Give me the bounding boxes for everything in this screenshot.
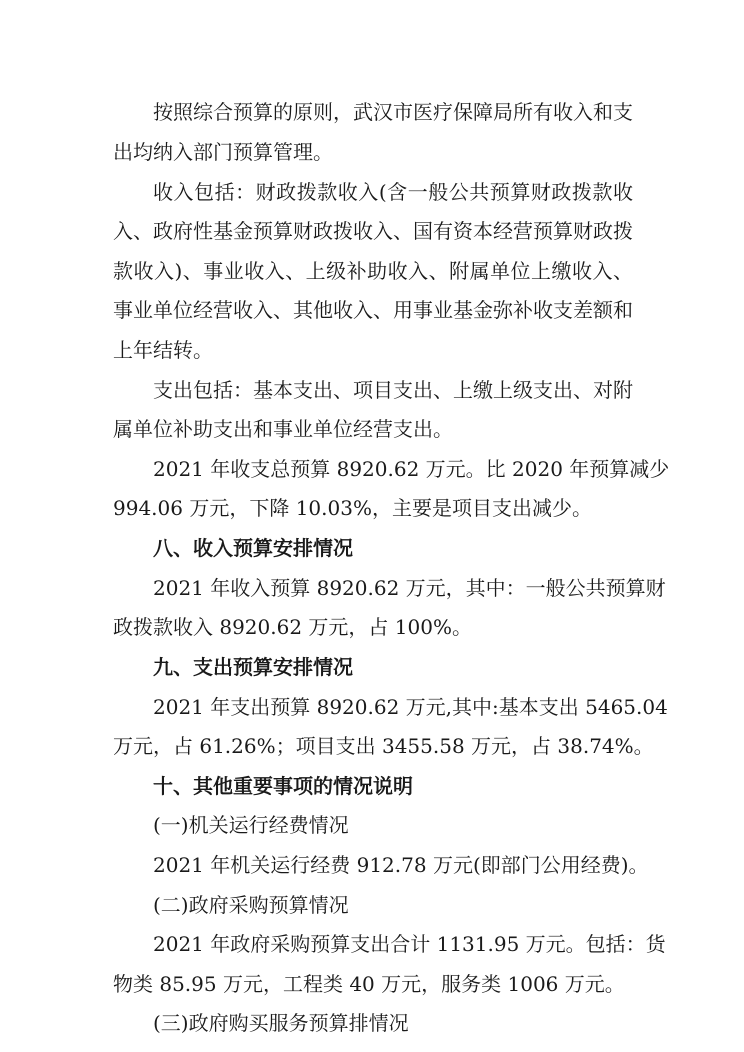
- subsection-2-line-1: 2021 年政府采购预算支出合计 1131.95 万元。包括：货: [153, 932, 666, 956]
- paragraph-2-line-1: 收入包括：财政拨款收入(含一般公共预算财政拨款收: [153, 180, 633, 204]
- section-8-line-1: 2021 年收入预算 8920.62 万元，其中：一般公共预算财: [153, 576, 666, 600]
- section-9-line-1: 2021 年支出预算 8920.62 万元,其中:基本支出 5465.04: [153, 695, 668, 719]
- subsection-3-title: (三)政府购买服务预算排情况: [153, 1011, 409, 1035]
- section-9-heading: 九、支出预算安排情况: [153, 655, 353, 679]
- paragraph-2-line-3: 款收入)、事业收入、上级补助收入、附属单位上缴收入、: [113, 259, 633, 283]
- paragraph-2-line-2: 入、政府性基金预算财政拨收入、国有资本经营预算财政拨: [113, 219, 633, 243]
- section-8-heading: 八、收入预算安排情况: [153, 536, 353, 560]
- paragraph-1-line-1: 按照综合预算的原则，武汉市医疗保障局所有收入和支: [153, 100, 633, 124]
- subsection-2-title: (二)政府采购预算情况: [153, 893, 349, 917]
- section-8-line-2: 政拨款收入 8920.62 万元，占 100%。: [113, 615, 472, 639]
- paragraph-3-line-1: 支出包括：基本支出、项目支出、上缴上级支出、对附: [153, 378, 633, 402]
- paragraph-2-line-4: 事业单位经营收入、其他收入、用事业基金弥补收支差额和: [113, 298, 633, 322]
- paragraph-1-line-2: 出均纳入部门预算管理。: [113, 140, 333, 164]
- paragraph-3-line-2: 属单位补助支出和事业单位经营支出。: [113, 417, 453, 441]
- paragraph-4-line-1: 2021 年收支总预算 8920.62 万元。比 2020 年预算减少: [153, 457, 670, 481]
- paragraph-2-line-5: 上年结转。: [113, 338, 213, 362]
- section-9-line-2: 万元，占 61.26%；项目支出 3455.58 万元，占 38.74%。: [113, 734, 654, 758]
- subsection-1-line-1: 2021 年机关运行经费 912.78 万元(即部门公用经费)。: [153, 853, 649, 877]
- subsection-1-title: (一)机关运行经费情况: [153, 813, 349, 837]
- section-10-heading: 十、其他重要事项的情况说明: [153, 774, 413, 798]
- subsection-2-line-2: 物类 85.95 万元，工程类 40 万元，服务类 1006 万元。: [113, 972, 625, 996]
- paragraph-4-line-2: 994.06 万元，下降 10.03%，主要是项目支出减少。: [113, 496, 592, 520]
